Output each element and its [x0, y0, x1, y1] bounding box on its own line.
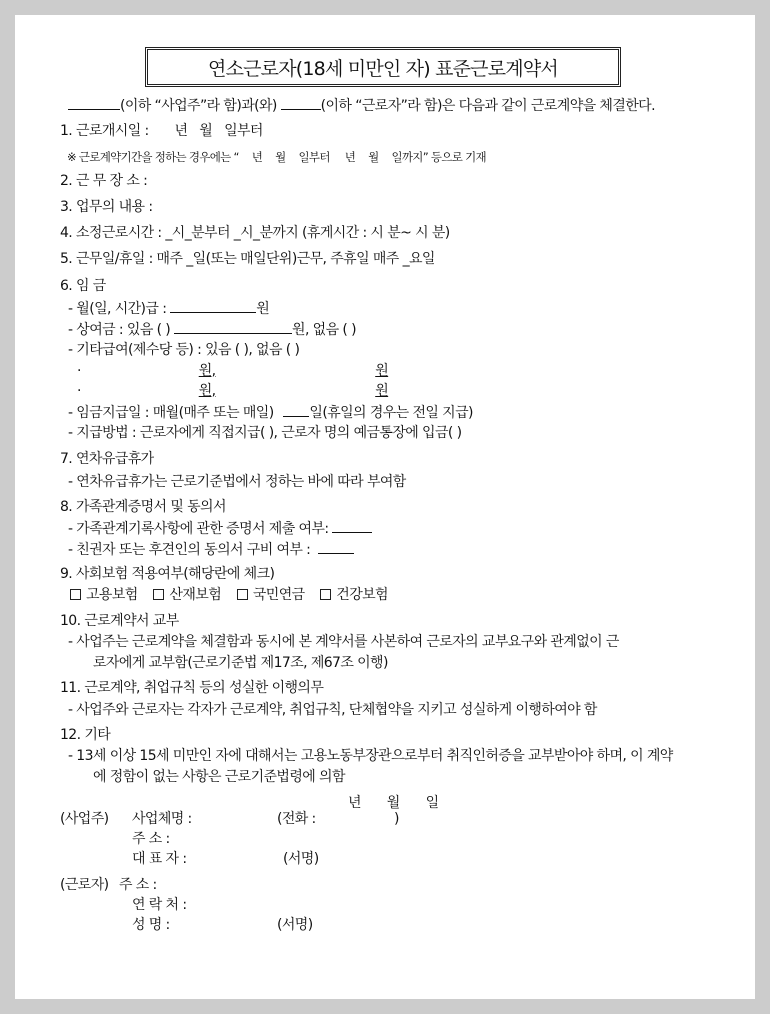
checkbox-health-insurance[interactable]: 건강보험 — [320, 587, 388, 603]
date-year: 년 — [348, 795, 361, 811]
section-8-family-certificate: 8. 가족관계증명서 및 동의서 — [60, 499, 226, 515]
payday-line — [68, 403, 473, 422]
other-pay-amount-1a[interactable]: 원, — [198, 363, 216, 379]
checkbox-icon — [237, 589, 248, 600]
representative-label: 대 표 자 : — [132, 851, 187, 867]
family-certificate-item — [68, 519, 372, 538]
section-11-obligation: 11. 근로계약, 취업규칙 등의 성실한 이행의무 — [60, 680, 324, 696]
employer-address-label: 주 소 : — [132, 831, 170, 847]
note-year: 년 — [344, 150, 356, 164]
intro-employer-text: (이하 “사업주”라 함)과(와) — [120, 98, 277, 114]
consent-blank[interactable] — [318, 540, 354, 554]
other-detail-line-1: - 13세 이상 15세 미만인 자에 대해서는 고용노동부장관으로부터 취직인허증을 교부받아야 하며, 이 계약 — [68, 748, 673, 764]
worker-role: (근로자) — [60, 877, 109, 893]
employer-name-blank[interactable] — [68, 96, 120, 110]
title-box — [145, 47, 621, 87]
section-10-contract-delivery: 10. 근로계약서 교부 — [60, 613, 179, 629]
other-pay-amount-2b[interactable]: 원 — [375, 383, 389, 399]
payday-label: - 임금지급일 : 매월(매주 또는 매일) — [68, 405, 274, 421]
note-from: 일부터 — [298, 150, 330, 164]
note-month: 월 — [275, 150, 286, 164]
note-prefix: ※ 근로계약기간을 정하는 경우에는 “ — [67, 150, 239, 164]
contract-page — [15, 15, 755, 999]
worker-name-label: 성 명 : — [132, 917, 170, 933]
bonus-label: - 상여금 : 있음 ( ) — [68, 322, 171, 338]
section-2-workplace: 2. 근 무 장 소 : — [60, 173, 148, 189]
phone-label: (전화 : — [277, 811, 316, 827]
employer-signature[interactable]: (서명) — [283, 851, 319, 867]
wage-amount-blank[interactable] — [170, 299, 256, 313]
other-pay-amount-1b[interactable]: 원 — [375, 363, 389, 379]
other-pay-row-2 — [77, 382, 388, 400]
section-7-annual-leave: 7. 연차유급휴가 — [60, 451, 154, 467]
note-month: 월 — [368, 150, 379, 164]
document-title: 연소근로자(18세 미만인 자) 표준근로계약서 — [208, 57, 558, 80]
worker-signature[interactable]: (서명) — [277, 917, 313, 933]
section-6-wage: 6. 임 금 — [60, 278, 106, 294]
employer-role: (사업주) — [60, 811, 109, 827]
section-1-note — [67, 148, 486, 166]
checkbox-national-pension[interactable]: 국민연금 — [237, 587, 305, 603]
bullet: · — [77, 363, 81, 379]
checkbox-icon — [70, 589, 81, 600]
day-from-label: 일부터 — [224, 123, 263, 139]
payment-method-line: - 지급방법 : 근로자에게 직접지급( ), 근로자 명의 예금통장에 입금( ) — [68, 425, 462, 441]
bonus-unit: 원, — [292, 322, 309, 338]
family-certificate-label: - 가족관계기록사항에 관한 증명서 제출 여부: — [68, 521, 329, 537]
checkbox-employment-insurance[interactable]: 고용보험 — [70, 587, 138, 603]
wage-label: - 월(일, 시간)급 : — [68, 301, 167, 317]
date-month: 월 — [386, 795, 400, 811]
worker-contact-label: 연 락 처 : — [132, 897, 187, 913]
company-name-label: 사업체명 : — [132, 811, 192, 827]
start-date-label: 1. 근로개시일 : — [60, 123, 149, 139]
note-until: 일까지” 등으로 기재 — [391, 150, 486, 164]
checkbox-industrial-accident-insurance[interactable]: 산재보험 — [153, 587, 221, 603]
section-3-job-description: 3. 업무의 내용 : — [60, 199, 153, 215]
other-pay-row-1 — [77, 362, 388, 380]
month-label: 월 — [199, 123, 213, 139]
insurance-options — [70, 586, 388, 604]
other-pay-line: - 기타급여(제수당 등) : 있음 ( ), 없음 ( ) — [68, 342, 300, 358]
consent-label: - 친권자 또는 후견인의 동의서 구비 여부 : — [68, 542, 311, 558]
worker-name-blank[interactable] — [281, 96, 321, 110]
annual-leave-detail: - 연차유급휴가는 근로기준법에서 정하는 바에 따라 부여함 — [68, 474, 406, 490]
section-1-start-date — [60, 122, 263, 140]
note-year: 년 — [251, 150, 263, 164]
wage-line — [68, 299, 269, 318]
section-5-workdays: 5. 근무일/휴일 : 매주 _일(또는 매일단위)근무, 주휴일 매주 _요일 — [60, 251, 435, 267]
checkbox-icon — [320, 589, 331, 600]
contract-delivery-line-2: 로자에게 교부함(근로기준법 제17조, 제67조 이행) — [93, 655, 388, 671]
section-4-working-hours: 4. 소정근로시간 : _시_분부터 _시_분까지 (휴게시간 : 시 분~ 시 분) — [60, 225, 450, 241]
other-pay-amount-2a[interactable]: 원, — [198, 383, 216, 399]
wage-unit: 원 — [256, 301, 270, 317]
intro-line — [68, 96, 655, 115]
bonus-none: 없음 ( ) — [312, 322, 356, 338]
bonus-amount-blank[interactable] — [174, 320, 292, 334]
bullet: · — [77, 383, 81, 399]
payday-suffix: 일(휴일의 경우는 전일 지급) — [309, 405, 473, 421]
phone-close: ) — [394, 811, 399, 827]
contract-delivery-line-1: - 사업주는 근로계약을 체결함과 동시에 본 계약서를 사본하여 근로자의 교부요구와 관계없이 근 — [68, 634, 619, 650]
year-label: 년 — [174, 123, 188, 139]
family-certificate-blank[interactable] — [332, 519, 372, 533]
checkbox-icon — [153, 589, 164, 600]
date-day: 일 — [425, 795, 439, 811]
section-9-social-insurance: 9. 사회보험 적용여부(해당란에 체크) — [60, 566, 275, 582]
consent-item — [68, 540, 354, 559]
payday-blank[interactable] — [283, 403, 309, 417]
bonus-line — [68, 320, 356, 339]
other-detail-line-2: 에 정함이 없는 사항은 근로기준법령에 의함 — [93, 769, 345, 785]
section-12-other: 12. 기타 — [60, 727, 111, 743]
worker-address-label: 주 소 : — [119, 877, 157, 893]
obligation-detail: - 사업주와 근로자는 각자가 근로계약, 취업규칙, 단체협약을 지키고 성실하게 이행하여야 함 — [68, 702, 597, 718]
intro-worker-text: (이하 “근로자”라 함)은 다음과 같이 근로계약을 체결한다. — [320, 98, 655, 114]
